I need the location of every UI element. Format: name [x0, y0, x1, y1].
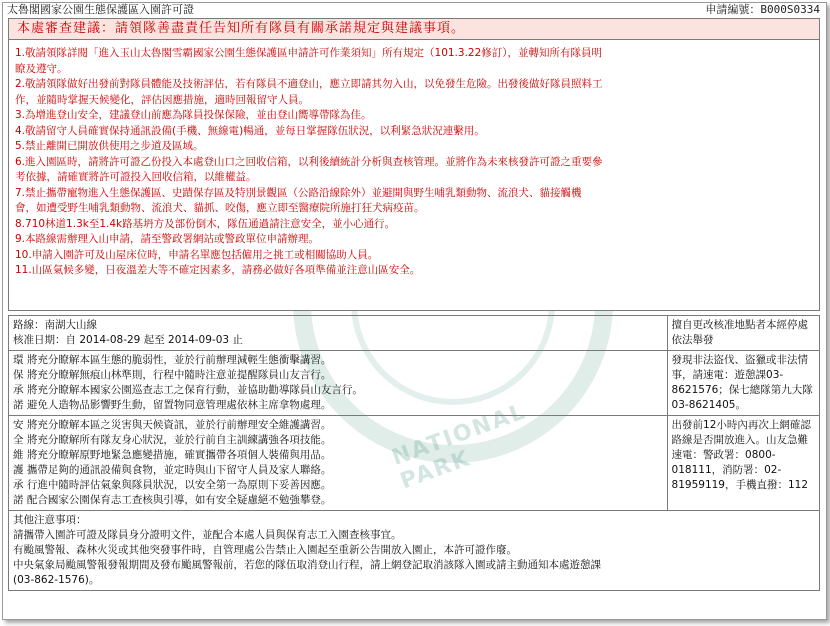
document-title: 太魯閣國家公園生態保護區入園許可證 [7, 3, 194, 16]
rule-line: 作，並隨時掌握天候變化，評估因應措施，適時回報留守人員。 [15, 93, 309, 106]
rule-line: 5.禁止離開已開放供使用之步道及區域。 [15, 140, 204, 152]
route-row [9, 316, 820, 351]
seal-text: NATIONAL PARK [388, 399, 530, 495]
other-note-line: 有颱風警報、森林火災或其他突發事件時，自管理處公告禁止入園起至重新公告開放入園止，本許可證作廢。 [13, 544, 517, 556]
other-note-line: (03-862-1576)。 [13, 574, 100, 586]
pledge-line: 維 將充分瞭解原野地緊急應變措施，確實攜帶各項個人裝備與用品。 [13, 449, 332, 461]
safety-pledge-cell [9, 416, 668, 511]
safety-side-note: 出發前12小時內再次上網確認路線是否開放進入。山友急難速電：警政署：0800-018111，消防署：02-81959119，手機直撥：112 [667, 416, 819, 511]
rule-line: 9.本路線需辦理入山申請，請至警政署網站或警政單位申請辦理。 [15, 233, 320, 245]
pledge-line: 諾 避免人造物品影響野生動，留置物同意管理處依林主席拿物處理。 [13, 399, 332, 411]
rules-list [15, 46, 815, 279]
rule-line: 6.進入園區時，請將許可證乙份投入本處登山口之回收信箱，以利後續統計分析與查核管理。並將作為未來核發許可證之重要參 [15, 155, 603, 168]
environment-pledge-row [9, 351, 820, 416]
route-label: 路線： [13, 319, 45, 331]
route-side-note: 擅自更改核准地點者本經停處依法舉發 [667, 316, 819, 351]
other-notes-heading: 其他注意事項： [13, 514, 87, 526]
rule-line: 2.敬請領隊做好出發前對隊員體能及技術評估，若有隊員不適登山，應立即請其勿入山，以免發生危險。出發後做好隊員照料工 [15, 78, 603, 90]
pledge-line: 安 將充分瞭解本區之災害與天候資訊，並於行前辦理安全維護講習。 [13, 419, 332, 431]
pledge-line: 環 將充分瞭解本區生態的脆弱性，並於行前辦理減輕生態衝擊講習。 [13, 354, 332, 366]
environment-side-note: 發現非法盜伐、盜獵或非法情事，請速電：遊憩課03-8621576；保七總隊第九大隊03-8621405。 [667, 351, 819, 416]
permit-document [2, 2, 827, 620]
rule-line: 7.禁止攜帶寵物進入生態保護區、史蹟保存區及特別景觀區（公路沿線除外）並避開與野生哺乳類動物、流浪犬、貓接觸機 [15, 186, 582, 199]
rule-line: 11.山區氣候多變，日夜溫差大等不確定因素多，請務必做好各項準備並注意山區安全。 [15, 264, 421, 276]
approved-dates-label: 核准日期： [13, 334, 66, 346]
permit-details-table [8, 315, 820, 591]
other-notes-row [9, 511, 820, 591]
rule-line: 瞭及遵守。 [15, 62, 68, 75]
document-header [3, 3, 826, 17]
pledge-line: 護 攜帶足夠的通訊設備與食物，並定時與山下留守人員及家人聯絡。 [13, 464, 332, 476]
environment-pledge-cell [9, 351, 668, 416]
route-name: 南湖大山線 [44, 319, 97, 331]
other-notes-cell [9, 511, 820, 591]
pledge-line: 全 將充分瞭解所有隊友身心狀況，並於行前自主訓練講強各項技能。 [13, 434, 332, 446]
application-number-label: 申請編號： [705, 3, 761, 16]
rule-line: 考依據，請確實將許可證投入回收信箱，以維權益。 [15, 171, 257, 183]
approved-dates-value: 自 2014-08-29 起至 2014-09-03 止 [65, 334, 243, 346]
rule-line: 會，如遭受野生哺乳類動物、流浪犬、貓抓、咬傷，應立即至醫療院所施打狂犬病疫苗。 [15, 202, 425, 214]
rule-line: 1.敬請領隊詳閱「進入玉山太魯閣雪霸國家公園生態保護區申請許可作業須知」所有規定（101.3.22修訂），並轉知所有隊員明 [15, 47, 603, 59]
other-note-line: 請攜帶入園許可證及隊員身分證明文件，並配合本處人員與保育志工入園查核事宜。 [13, 529, 402, 541]
application-number [705, 3, 820, 17]
rule-line: 3.為增進登山安全，建議登山前應為隊員投保保險，並由登山嚮導帶隊為佳。 [15, 109, 372, 121]
route-cell [9, 316, 668, 351]
pledge-line: 保 將充分瞭解無痕山林準則，行程中隨時注意並提醒隊員山友言行。 [13, 369, 332, 381]
safety-pledge-row [9, 416, 820, 511]
review-advice-panel [8, 39, 820, 311]
other-note-line: 中央氣象局颱風警報發報期間及發布颱風警報前，若您的隊伍取消登山行程，請上網登記取消該隊入園或請主動通知本處遊憩課 [13, 559, 601, 571]
pledge-line: 承 將充分瞭解本國家公園巡查志工之保育行動，並協助勸導隊員山友言行。 [13, 384, 363, 396]
rule-line: 10.申請入園許可及山屋床位時，申請名單應包括僱用之挑工或相關協助人員。 [15, 248, 379, 261]
review-advice-heading: 本處審查建議：請領隊善盡責任告知所有隊員有關承諾規定與建議事項。 [8, 18, 820, 39]
rule-line: 8.710林道1.3k至1.4k路基坍方及部份倒木，隊伍通過請注意安全，並小心通行。 [15, 217, 396, 230]
application-number-value: B000S0334 [760, 3, 820, 16]
rule-line: 4.敬請留守人員確實保持通訊設備(手機、無線電)暢通，並每日掌握隊伍狀況，以利緊急狀況連繫用。 [15, 124, 485, 137]
pledge-line: 諾 配合國家公園保育志工查核與引導，如有安全疑慮絕不勉強攀登。 [13, 494, 332, 506]
pledge-line: 承 行進中隨時評估氣象與隊員狀況，以安全第一為原則下妥善因應。 [13, 479, 332, 491]
